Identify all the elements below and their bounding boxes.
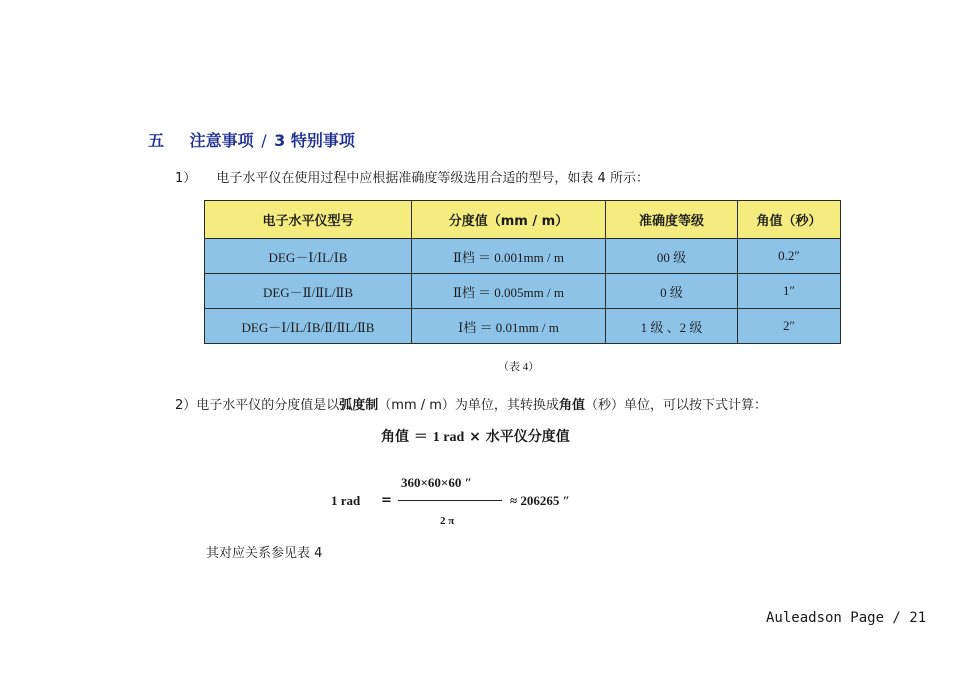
- header-division-value: 分度值（mm / m）: [412, 201, 606, 239]
- paragraph-2: [175, 394, 767, 413]
- cell-accuracy-grade: 0 级: [606, 274, 738, 309]
- page-footer: Auleadson Page / 21: [766, 610, 927, 626]
- cell-angle-value: 1″: [738, 274, 841, 309]
- paragraph-1-index: 1）: [175, 171, 197, 186]
- paragraph-2-bold-radian: 弧度制: [339, 398, 379, 413]
- equation-angle-value: [381, 426, 570, 446]
- cell-division-value: Ⅱ档 ＝ 0.001mm / m: [412, 239, 606, 274]
- cell-model: DEG－Ⅰ/ⅠL/ⅠB/Ⅱ/ⅡL/ⅡB: [205, 309, 412, 344]
- cell-angle-value: 2″: [738, 309, 841, 344]
- equation-1-op: ＝: [413, 429, 428, 445]
- table-caption: （表 4）: [498, 361, 540, 373]
- equation-2-denominator: 2 π: [440, 515, 455, 527]
- cell-model: DEG－Ⅱ/ⅡL/ⅡB: [205, 274, 412, 309]
- section-heading: [148, 128, 355, 151]
- equation-2-numerator: 360×60×60 ″: [401, 475, 472, 490]
- header-model: 电子水平仪型号: [205, 201, 412, 239]
- table-row: [205, 239, 841, 274]
- equation-2-lhs: 1 rad: [331, 493, 361, 508]
- equation-2-approx: ≈ 206265 ″: [510, 493, 570, 508]
- table-row: [205, 309, 841, 344]
- heading-separator: /: [261, 131, 267, 150]
- fraction-line: [398, 500, 502, 501]
- cell-accuracy-grade: 1 级 、2 级: [606, 309, 738, 344]
- paragraph-2-text-c: （秒）单位，可以按下式计算：: [584, 398, 767, 413]
- section-number: 五: [148, 131, 165, 150]
- cell-accuracy-grade: 00 级: [606, 239, 738, 274]
- cell-division-value: Ⅰ档 ＝ 0.01mm / m: [412, 309, 606, 344]
- paragraph-1: [175, 167, 649, 186]
- equation-1-times: ×: [469, 429, 481, 445]
- equation-1-rhs: 水平仪分度值: [485, 429, 570, 445]
- paragraph-3: 其对应关系参见表 4: [206, 546, 323, 561]
- section-subtitle: 3 特别事项: [274, 131, 355, 150]
- equation-1-lhs: 角值: [381, 429, 409, 445]
- model-spec-table: [204, 200, 841, 344]
- equation-2-eq: =: [381, 493, 392, 508]
- cell-angle-value: 0.2″: [738, 239, 841, 274]
- paragraph-2-text-b: （mm / m）为单位，其转换成: [378, 398, 559, 413]
- section-title: 注意事项: [189, 131, 254, 150]
- paragraph-2-bold-angle: 角值: [558, 398, 585, 413]
- paragraph-1-text: 电子水平仪在使用过程中应根据准确度等级选用合适的型号，如表 4 所示：: [216, 171, 649, 186]
- paragraph-2-text-a: 2）电子水平仪的分度值是以: [175, 398, 340, 413]
- cell-division-value: Ⅱ档 ＝ 0.005mm / m: [412, 274, 606, 309]
- table-header-row: [205, 201, 841, 239]
- table-row: [205, 274, 841, 309]
- header-angle-value: 角值（秒）: [738, 201, 841, 239]
- cell-model: DEG－Ⅰ/ⅠL/ⅠB: [205, 239, 412, 274]
- header-accuracy-grade: 准确度等级: [606, 201, 738, 239]
- equation-1-term: 1 rad: [432, 430, 465, 445]
